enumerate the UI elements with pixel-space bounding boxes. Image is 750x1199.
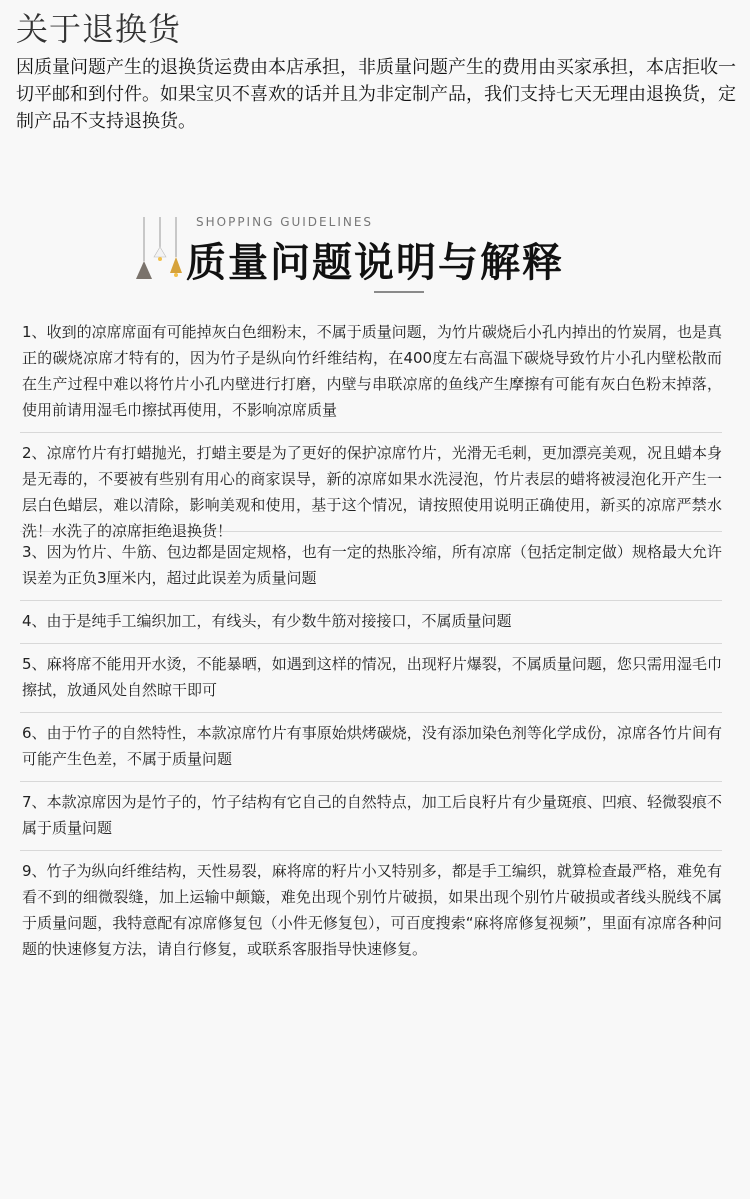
quality-note-text: 4、由于是纯手工编织加工，有线头，有少数牛筋对接接口，不属质量问题	[22, 612, 512, 630]
quality-note-text: 7、本款凉席因为是竹子的，竹子结构有它自己的自然特点，加工后良籽片有少量斑痕、凹痕、轻微裂痕不属于质量问题	[22, 793, 722, 837]
quality-note-item	[0, 644, 750, 712]
quality-note-text: 3、因为竹片、牛筋、包边都是固定规格，也有一定的热胀冷缩，所有凉席（包括定制定做）规格最大允许误差为正负3厘米内，超过此误差为质量问题	[22, 543, 722, 587]
quality-note-text: 2、凉席竹片有打蜡抛光，打蜡主要是为了更好的保护凉席竹片，光滑无毛刺，更加漂亮美观，况且蜡本身是无毒的，不要被有些别有用心的商家误导，新的凉席如果水洗浸泡，竹片表层的蜡将被浸泡化开产生一层白色蜡层，难以清除，影响美观和使用，基于这个情况，请按照使用说明正确使用，新买的凉席严禁水洗！水洗了的凉席拒绝退换货！	[22, 444, 722, 540]
pendant-lamps-icon	[132, 217, 188, 279]
quality-note-item	[0, 312, 750, 432]
quality-note-text: 9、竹子为纵向纤维结构，天性易裂，麻将席的籽片小又特别多，都是手工编织，就算检查最严格，难免有看不到的细微裂缝，加上运输中颠簸，难免出现个别竹片破损，如果出现个别竹片破损或者线头脱线不属于质量问题，我特意配有凉席修复包（小件无修复包），可百度搜索“麻将席修复视频”，里面有凉席各种问题的快速修复方法，请自行修复，或联系客服指导快速修复。	[22, 862, 722, 958]
quality-note-text: 5、麻将席不能用开水烫，不能暴晒，如遇到这样的情况，出现籽片爆裂，不属质量问题，您只需用湿毛巾擦拭，放通风处自然晾干即可	[22, 655, 722, 699]
quality-note-item	[0, 532, 750, 600]
quality-note-text: 6、由于竹子的自然特性，本款凉席竹片有事原始烘烤碳烧，没有添加染色剂等化学成份，凉席各竹片间有可能产生色差，不属于质量问题	[22, 724, 722, 768]
quality-note-text: 1、收到的凉席席面有可能掉灰白色细粉末，不属于质量问题，为竹片碳烧后小孔内掉出的竹炭屑，也是真正的碳烧凉席才特有的，因为竹子是纵向竹纤维结构，在400度左右高温下碳烧导致竹片小孔内壁松散而在生产过程中难以将竹片小孔内壁进行打磨，内壁与串联凉席的鱼线产生摩擦有可能有灰白色粉末掉落，使用前请用湿毛巾擦拭再使用，不影响凉席质量	[22, 323, 722, 419]
return-policy-text: 因质量问题产生的退换货运费由本店承担，非质量问题产生的费用由买家承担，本店拒收一切平邮和到付件。如果宝贝不喜欢的话并且为非定制产品，我们支持七天无理由退换货，定制产品不支持退换货。	[16, 57, 736, 132]
quality-notes-list	[0, 312, 750, 971]
title-underline	[374, 291, 424, 293]
section-title: 质量问题说明与解释	[186, 240, 564, 286]
quality-note-item	[0, 782, 750, 850]
quality-note-item	[0, 713, 750, 781]
section-header	[0, 205, 750, 305]
page-title: 关于退换货	[16, 10, 182, 48]
quality-note-item	[0, 433, 750, 540]
quality-note-item	[0, 601, 750, 643]
quality-note-item	[0, 851, 750, 971]
section-subtitle: SHOPPING GUIDELINES	[196, 215, 374, 229]
